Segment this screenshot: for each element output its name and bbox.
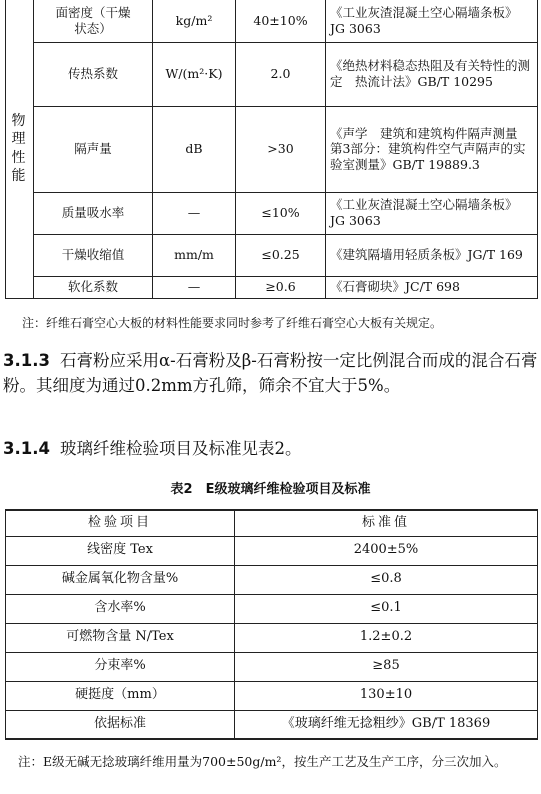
paragraph-3-1-4 <box>3 436 538 461</box>
table-row <box>6 681 538 710</box>
property-unit: — <box>153 192 236 234</box>
property-unit: W/(m²·K) <box>153 42 236 106</box>
value-cell: 2400±5% <box>235 536 538 565</box>
property-standard: 《工业灰渣混凝土空心隔墙条板》JG 3063 <box>326 0 538 42</box>
table-header-row <box>6 510 538 536</box>
paragraph-text: 石膏粉应采用α-石膏粉及β-石膏粉按一定比例混合而成的混合石膏粉。其细度为通过0.2mm方孔筛，筛余不宜大于5%。 <box>3 351 538 395</box>
property-value: ≥0.6 <box>236 276 326 298</box>
table1-note: 注：纤维石膏空心大板的材料性能要求同时参考了纤维石膏空心大板有关规定。 <box>22 316 443 330</box>
property-standard: 《声学 建筑和建筑构件隔声测量 第3部分：建筑构件空气声隔声的实验室测量》GB/T 19889.3 <box>326 106 538 192</box>
property-unit: dB <box>153 106 236 192</box>
property-value: 2.0 <box>236 42 326 106</box>
item-cell: 分束率% <box>6 652 235 681</box>
table-row <box>6 623 538 652</box>
property-standard: 《石膏砌块》JC/T 698 <box>326 276 538 298</box>
glass-fiber-table <box>5 509 538 740</box>
property-standard: 《工业灰渣混凝土空心隔墙条板》JG 3063 <box>326 192 538 234</box>
property-name: 面密度（干燥状态） <box>34 0 153 42</box>
item-cell: 依据标准 <box>6 710 235 739</box>
table-row <box>6 710 538 739</box>
item-cell: 含水率% <box>6 594 235 623</box>
table-row <box>6 594 538 623</box>
value-cell: 130±10 <box>235 681 538 710</box>
table-row <box>6 0 538 42</box>
property-standard: 《建筑隔墙用轻质条板》JG/T 169 <box>326 234 538 276</box>
value-cell: ≤0.8 <box>235 565 538 594</box>
paragraph-text: 玻璃纤维检验项目及标准见表2。 <box>59 439 302 458</box>
value-cell: 《玻璃纤维无捻粗纱》GB/T 18369 <box>235 710 538 739</box>
value-cell: ≤0.1 <box>235 594 538 623</box>
property-value: 40±10% <box>236 0 326 42</box>
section-number: 3.1.3 <box>3 351 50 370</box>
table2-caption: 表2 E级玻璃纤维检验项目及标准 <box>170 482 371 497</box>
category-cell <box>6 0 34 298</box>
property-standard: 《绝热材料稳态热阻及有关特性的测定 热流计法》GB/T 10295 <box>326 42 538 106</box>
table-row <box>6 192 538 234</box>
item-cell: 线密度 Tex <box>6 536 235 565</box>
physical-properties-table <box>5 0 538 299</box>
value-cell: ≥85 <box>235 652 538 681</box>
paragraph-3-1-3 <box>3 348 538 398</box>
property-value: ≤10% <box>236 192 326 234</box>
category-label: 物理性能 <box>11 113 28 184</box>
table-row <box>6 652 538 681</box>
property-value: >30 <box>236 106 326 192</box>
property-value: ≤0.25 <box>236 234 326 276</box>
property-name: 干燥收缩值 <box>34 234 153 276</box>
property-name: 传热系数 <box>34 42 153 106</box>
section-number: 3.1.4 <box>3 439 50 458</box>
item-cell: 硬挺度（mm） <box>6 681 235 710</box>
table-row <box>6 234 538 276</box>
column-header: 标准值 <box>235 510 538 536</box>
item-cell: 可燃物含量 N/Tex <box>6 623 235 652</box>
table-row <box>6 536 538 565</box>
property-name: 隔声量 <box>34 106 153 192</box>
table-row <box>6 106 538 192</box>
table-row <box>6 565 538 594</box>
property-name: 质量吸水率 <box>34 192 153 234</box>
property-unit: mm/m <box>153 234 236 276</box>
table-row <box>6 42 538 106</box>
property-unit: — <box>153 276 236 298</box>
item-cell: 碱金属氧化物含量% <box>6 565 235 594</box>
property-name: 软化系数 <box>34 276 153 298</box>
property-unit: kg/m² <box>153 0 236 42</box>
table-row <box>6 276 538 298</box>
value-cell: 1.2±0.2 <box>235 623 538 652</box>
column-header: 检验项目 <box>6 510 235 536</box>
table2-note: 注：E级无碱无捻玻璃纤维用量为700±50g/m²，按生产工艺及生产工序，分三次加入。 <box>18 754 507 769</box>
